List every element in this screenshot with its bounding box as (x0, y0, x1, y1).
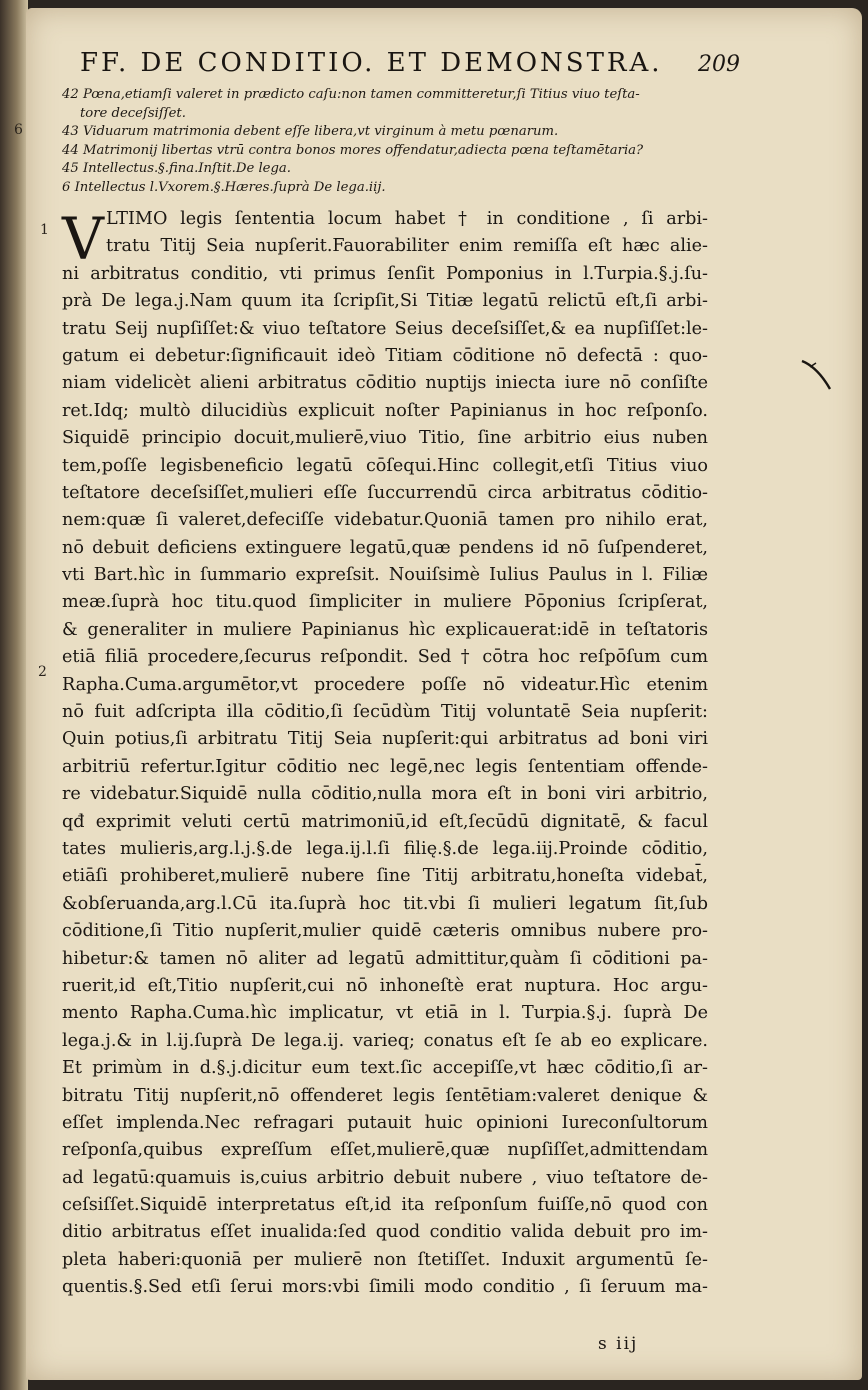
body-line: quentis.§.Sed etſi ſerui mors:vbi ſimili modo conditio , ſi ſeruum ma- (62, 1277, 708, 1298)
body-line: ret.Idq; multò dilucidiùs explicuit noſter Papinianus in hoc reſponſo. (62, 400, 708, 421)
body-line: lega.j.& in l.ij.ſuprà De lega.ij. varieq; conatus eſt ſe ab eo explicare. (62, 1030, 708, 1051)
margin-note-2: 2 (38, 664, 47, 680)
body-line: tates mulieris,arg.l.j.§.de lega.ij.l.ſi filię.§.de lega.iij.Proinde cōditio, (62, 838, 708, 859)
body-line: Rapha.Cuma.argumētor,vt procedere poſſe nō videatur.Hìc etenim (62, 674, 708, 695)
body-line: niam videlicèt alieni arbitratus cōditio nuptijs iniecta iure nō conſiſte (62, 373, 708, 394)
body-line: tratu Seij nupſiſſet:& viuo teſtatore Seius deceſsiſſet,& ea nupſiſſet:le- (62, 318, 708, 339)
body-line: pleta haberi:quoniā per mulierē non ſtetiſſet. Induxit argumentū ſe- (62, 1249, 708, 1270)
summary-item-continuation: tore deceſsiſſet. (80, 105, 186, 121)
body-line: hibetur:& tamen nō aliter ad legatū admittitur,quàm ſi cōditioni pa- (62, 948, 708, 969)
body-line: eſſet implenda.Nec refragari putauit huic opinioni Iureconſultorum (62, 1112, 708, 1133)
body-line: nō debuit deficiens extinguere legatū,quæ pendens id nō ſuſpenderet, (62, 537, 708, 558)
body-line: gatum ei debetur:ſignificauit ideò Titiam cōditione nō defectā : quo- (62, 345, 708, 366)
body-line: tratu Titij Seia nupſerit.Fauorabiliter enim remiſſa eſt hæc alie- (106, 236, 708, 257)
summary-item: 44 Matrimonij libertas vtrū contra bonos mores offendatur,adiecta pœna teſtamētaria? (62, 142, 644, 158)
body-line: teſtatore deceſsiſſet,mulieri eſſe ſuccurrendū circa arbitratus cōditio- (62, 482, 708, 503)
body-text (62, 206, 708, 1302)
signature-mark: s iij (598, 1334, 639, 1354)
body-line: LTIMO legis ſententia locum habet † in conditione , ſi arbi- (106, 209, 708, 229)
body-line: nō fuit adſcripta illa cōditio,ſi ſecūdùm Titij voluntatē Seia nupſerit: (62, 702, 708, 723)
body-line: Et primùm in d.§.j.dicitur eum text.ſic accepiſſe,vt hæc cōditio,ſi ar- (62, 1058, 708, 1079)
body-line: tem,poſſe legisbeneficio legatū cōſequi.Hinc collegit,etſi Titius viuo (62, 455, 708, 476)
body-line: ni arbitratus conditio, vti primus ſenſit Pomponius in l.Turpia.§.j.ſu- (62, 263, 708, 284)
body-line: ad legatū:quamuis is,cuius arbitrio debuit nubere , viuo teſtatore de- (62, 1167, 708, 1188)
body-line: qđ exprimit veluti certū matrimoniū,id eſt,ſecūdū dignitatē, & facul (62, 811, 708, 832)
body-line: nem:quæ ſi valeret,defeciſſe videbatur.Quoniā tamen pro nihilo erat, (62, 510, 708, 531)
page-number: 209 (698, 52, 740, 77)
body-line: & generaliter in muliere Papinianus hìc explicauerat:idē in teſtatoris (62, 619, 708, 640)
body-line: prà De lega.j.Nam quum ita ſcripſit,Si Titiæ legatū relictū eſt,ſi arbi- (62, 291, 708, 312)
body-line: Quin potius,ſi arbitratu Titij Seia nupſerit:qui arbitratus ad boni viri (62, 729, 708, 750)
drop-capital: V (62, 205, 104, 273)
body-line: ceſsiſſet.Siquidē interpretatus eſt,id ita reſponſum fuiſſe,nō quod con (62, 1195, 708, 1216)
margin-note-1: 1 (40, 222, 49, 238)
body-line: vti Bart.hìc in ſummario expreſsit. Nouiſsimè Iulius Paulus in l. Filiæ (62, 565, 708, 586)
body-line: meæ.ſuprà hoc titu.quod ſimpliciter in muliere Pōponius ſcripſerat, (62, 592, 708, 613)
body-line: etiā filiā procedere,ſecurus reſpondit. Sed † cōtra hoc reſpōſum cum (62, 647, 708, 668)
body-line: reſponſa,quibus expreſſum eſſet,mulierē,quæ nupſiſſet,admittendam (62, 1140, 708, 1161)
body-line: etiāſi prohiberet,mulierē nubere ſine Titij arbitratu,honeſta videbat̄, (62, 866, 708, 887)
header-title: FF. DE CONDITIO. ET DEMONSTRA. (80, 48, 663, 78)
body-line: Siquidē principio docuit,mulierē,viuo Titio, ſine arbitrio eius nuben (62, 428, 708, 449)
summary-item: 43 Viduarum matrimonia debent eſſe libera,vt virginum à metu pœnarum. (62, 124, 559, 139)
body-line: arbitriū refertur.Igitur cōditio nec legē,nec legis ſententiam offende- (62, 756, 708, 777)
body-line: re videbatur.Siquidē nulla cōditio,nulla mora eſt in boni viri arbitrio, (62, 784, 708, 805)
running-header (80, 48, 740, 82)
summary-list (62, 86, 734, 197)
body-line: &obſeruanda,arg.l.Cū ita.ſuprà hoc tit.vbi ſi mulieri legatum ſit,ſub (62, 893, 708, 914)
body-line: mento Rapha.Cuma.hìc implicatur, vt etiā in l. Turpia.§.j. ſuprà De (62, 1003, 708, 1024)
ink-mark (800, 355, 840, 395)
book-gutter (0, 0, 28, 1390)
summary-item: 45 Intellectus.§.fina.Inſtit.De lega. (62, 161, 291, 176)
summary-item: 6 Intellectus l.Vxorem.§.Hæres.ſuprà De lega.iij. (62, 179, 386, 195)
body-line: bitratu Titij nupſerit,nō offenderet legis ſentētiam:valeret denique & (62, 1085, 708, 1106)
body-line: cōditione,ſi Titio nupſerit,mulier quidē cæteris omnibus nubere pro- (62, 921, 708, 942)
summary-item: 42 Pœna,etiamſi valeret in prædicto caſu:non tamen committeretur,ſi Titius viuo teſta- (62, 87, 640, 102)
body-line: ruerit,id eſt,Titio nupſerit,cui nō inhoneſtè erat nuptura. Hoc argu- (62, 975, 708, 996)
margin-note-6: 6 (14, 122, 23, 138)
body-line: ditio arbitratus eſſet inualida:ſed quod conditio valida debuit pro im- (62, 1222, 708, 1243)
